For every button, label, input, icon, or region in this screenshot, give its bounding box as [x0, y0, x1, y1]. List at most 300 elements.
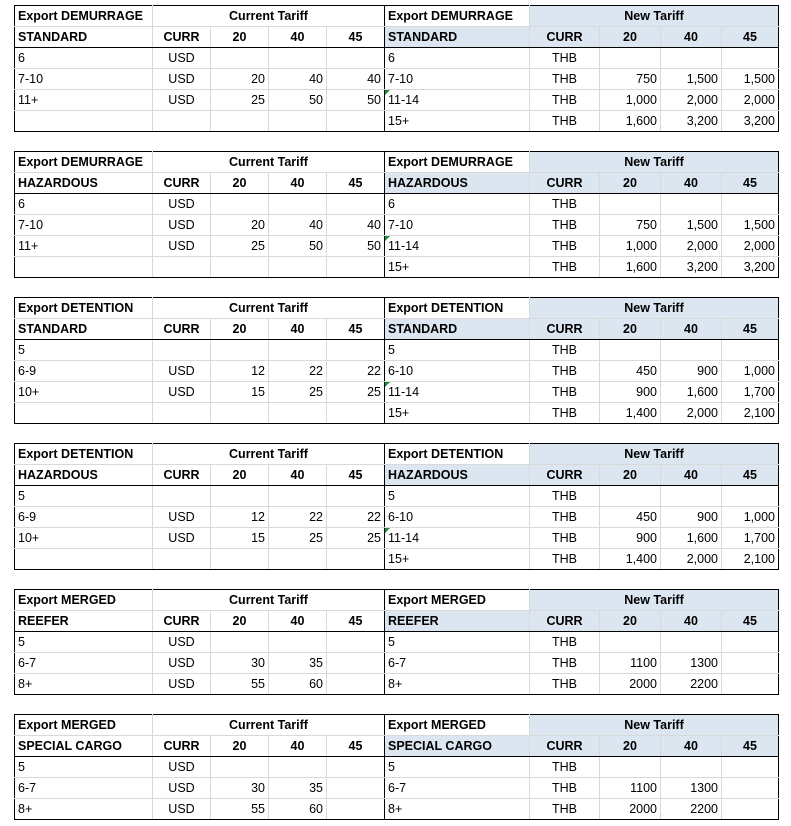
day-range-cell[interactable]: 15+ — [385, 403, 530, 424]
rate-cell[interactable]: 15 — [211, 382, 269, 403]
rate-cell[interactable] — [722, 757, 779, 778]
rate-cell[interactable]: 50 — [327, 90, 385, 111]
rate-cell[interactable]: 450 — [600, 507, 661, 528]
rate-cell[interactable]: 1300 — [661, 778, 722, 799]
rate-cell[interactable] — [327, 757, 385, 778]
rate-cell[interactable]: 1,700 — [722, 382, 779, 403]
column-header[interactable]: 45 — [722, 465, 779, 486]
rate-cell[interactable]: 1,500 — [722, 69, 779, 90]
tariff-header[interactable]: New Tariff — [530, 6, 779, 27]
rate-cell[interactable]: 25 — [211, 90, 269, 111]
tariff-header[interactable]: Current Tariff — [153, 590, 385, 611]
rate-cell[interactable] — [661, 194, 722, 215]
currency-cell[interactable]: USD — [153, 236, 211, 257]
currency-cell[interactable]: USD — [153, 632, 211, 653]
column-header[interactable]: 20 — [600, 736, 661, 757]
rate-cell[interactable] — [600, 486, 661, 507]
currency-cell[interactable]: USD — [153, 799, 211, 820]
tariff-header[interactable]: New Tariff — [530, 590, 779, 611]
day-range-cell[interactable]: 7-10 — [385, 215, 530, 236]
section-title[interactable]: Export DEMURRAGE — [385, 6, 530, 27]
currency-cell[interactable]: THB — [530, 799, 600, 820]
rate-cell[interactable] — [661, 48, 722, 69]
column-header[interactable]: CURR — [530, 319, 600, 340]
rate-cell[interactable] — [600, 757, 661, 778]
currency-cell[interactable]: USD — [153, 653, 211, 674]
currency-cell[interactable]: USD — [153, 90, 211, 111]
rate-cell[interactable]: 1,400 — [600, 549, 661, 570]
rate-cell[interactable] — [327, 653, 385, 674]
rate-cell[interactable]: 2,000 — [661, 403, 722, 424]
currency-cell[interactable]: USD — [153, 48, 211, 69]
tariff-header[interactable]: New Tariff — [530, 298, 779, 319]
day-range-cell[interactable]: 5 — [15, 632, 153, 653]
rate-cell[interactable]: 1,000 — [722, 361, 779, 382]
rate-cell[interactable] — [722, 799, 779, 820]
day-range-cell[interactable]: 10+ — [15, 528, 153, 549]
day-range-cell[interactable]: 6-7 — [15, 778, 153, 799]
rate-cell[interactable] — [722, 653, 779, 674]
tariff-header[interactable]: Current Tariff — [153, 444, 385, 465]
day-range-cell[interactable]: 15+ — [385, 257, 530, 278]
rate-cell[interactable] — [600, 48, 661, 69]
column-header[interactable]: 40 — [661, 27, 722, 48]
rate-cell[interactable]: 50 — [269, 236, 327, 257]
section-title[interactable]: Export MERGED — [385, 715, 530, 736]
cargo-type[interactable]: STANDARD — [15, 27, 153, 48]
rate-cell[interactable]: 1,000 — [600, 90, 661, 111]
currency-cell[interactable] — [153, 403, 211, 424]
day-range-cell[interactable] — [15, 111, 153, 132]
rate-cell[interactable] — [269, 632, 327, 653]
cargo-type[interactable]: SPECIAL CARGO — [15, 736, 153, 757]
column-header[interactable]: CURR — [153, 736, 211, 757]
column-header[interactable]: 40 — [269, 611, 327, 632]
day-range-cell[interactable]: 5 — [385, 632, 530, 653]
column-header[interactable]: 20 — [211, 27, 269, 48]
day-range-cell[interactable]: 11-14 — [385, 382, 530, 403]
rate-cell[interactable]: 55 — [211, 799, 269, 820]
rate-cell[interactable] — [661, 340, 722, 361]
currency-cell[interactable] — [153, 340, 211, 361]
rate-cell[interactable]: 15 — [211, 528, 269, 549]
rate-cell[interactable] — [211, 194, 269, 215]
column-header[interactable]: 40 — [661, 736, 722, 757]
column-header[interactable]: 20 — [600, 465, 661, 486]
rate-cell[interactable]: 1100 — [600, 653, 661, 674]
currency-cell[interactable] — [153, 111, 211, 132]
rate-cell[interactable]: 3,200 — [661, 111, 722, 132]
currency-cell[interactable] — [153, 257, 211, 278]
rate-cell[interactable]: 750 — [600, 215, 661, 236]
tariff-header[interactable]: New Tariff — [530, 444, 779, 465]
rate-cell[interactable] — [327, 549, 385, 570]
rate-cell[interactable] — [327, 48, 385, 69]
column-header[interactable]: 20 — [600, 173, 661, 194]
currency-cell[interactable]: THB — [530, 653, 600, 674]
tariff-header[interactable]: Current Tariff — [153, 715, 385, 736]
day-range-cell[interactable]: 5 — [385, 340, 530, 361]
currency-cell[interactable]: USD — [153, 194, 211, 215]
rate-cell[interactable]: 750 — [600, 69, 661, 90]
rate-cell[interactable]: 1100 — [600, 778, 661, 799]
rate-cell[interactable]: 900 — [661, 361, 722, 382]
column-header[interactable]: 40 — [269, 173, 327, 194]
day-range-cell[interactable]: 5 — [385, 486, 530, 507]
rate-cell[interactable]: 25 — [211, 236, 269, 257]
day-range-cell[interactable] — [15, 549, 153, 570]
day-range-cell[interactable]: 6-10 — [385, 361, 530, 382]
tariff-header[interactable]: New Tariff — [530, 152, 779, 173]
currency-cell[interactable]: USD — [153, 507, 211, 528]
day-range-cell[interactable]: 6-9 — [15, 507, 153, 528]
column-header[interactable]: 45 — [327, 611, 385, 632]
column-header[interactable]: 40 — [661, 611, 722, 632]
column-header[interactable]: 45 — [327, 319, 385, 340]
rate-cell[interactable]: 35 — [269, 778, 327, 799]
column-header[interactable]: 45 — [327, 465, 385, 486]
column-header[interactable]: CURR — [153, 27, 211, 48]
column-header[interactable]: 45 — [722, 173, 779, 194]
day-range-cell[interactable] — [15, 257, 153, 278]
rate-cell[interactable] — [211, 632, 269, 653]
column-header[interactable]: 20 — [211, 465, 269, 486]
rate-cell[interactable] — [661, 486, 722, 507]
currency-cell[interactable] — [153, 549, 211, 570]
rate-cell[interactable]: 2,000 — [722, 236, 779, 257]
rate-cell[interactable]: 2200 — [661, 674, 722, 695]
rate-cell[interactable] — [269, 48, 327, 69]
currency-cell[interactable]: THB — [530, 340, 600, 361]
currency-cell[interactable]: USD — [153, 215, 211, 236]
rate-cell[interactable]: 2,000 — [661, 90, 722, 111]
rate-cell[interactable]: 25 — [269, 528, 327, 549]
currency-cell[interactable]: THB — [530, 361, 600, 382]
currency-cell[interactable]: THB — [530, 194, 600, 215]
section-title[interactable]: Export DETENTION — [385, 444, 530, 465]
section-title[interactable]: Export DETENTION — [15, 444, 153, 465]
day-range-cell[interactable]: 15+ — [385, 549, 530, 570]
rate-cell[interactable]: 1,600 — [600, 111, 661, 132]
currency-cell[interactable]: THB — [530, 236, 600, 257]
rate-cell[interactable] — [211, 48, 269, 69]
rate-cell[interactable]: 2,100 — [722, 549, 779, 570]
rate-cell[interactable]: 20 — [211, 215, 269, 236]
tariff-header[interactable]: New Tariff — [530, 715, 779, 736]
column-header[interactable]: 40 — [269, 319, 327, 340]
day-range-cell[interactable]: 6-9 — [15, 361, 153, 382]
day-range-cell[interactable]: 8+ — [15, 674, 153, 695]
rate-cell[interactable]: 60 — [269, 674, 327, 695]
rate-cell[interactable]: 30 — [211, 653, 269, 674]
cargo-type[interactable]: SPECIAL CARGO — [385, 736, 530, 757]
column-header[interactable]: 40 — [661, 319, 722, 340]
currency-cell[interactable]: USD — [153, 778, 211, 799]
rate-cell[interactable]: 1,500 — [722, 215, 779, 236]
currency-cell[interactable]: THB — [530, 486, 600, 507]
day-range-cell[interactable]: 6-7 — [385, 653, 530, 674]
day-range-cell[interactable]: 8+ — [385, 799, 530, 820]
rate-cell[interactable] — [722, 340, 779, 361]
rate-cell[interactable]: 25 — [327, 528, 385, 549]
rate-cell[interactable] — [211, 340, 269, 361]
column-header[interactable]: 45 — [722, 319, 779, 340]
day-range-cell[interactable]: 11+ — [15, 90, 153, 111]
section-title[interactable]: Export DEMURRAGE — [15, 6, 153, 27]
rate-cell[interactable]: 1,500 — [661, 215, 722, 236]
rate-cell[interactable]: 2,000 — [722, 90, 779, 111]
currency-cell[interactable]: THB — [530, 403, 600, 424]
currency-cell[interactable] — [153, 486, 211, 507]
day-range-cell[interactable]: 5 — [15, 340, 153, 361]
rate-cell[interactable]: 40 — [327, 69, 385, 90]
rate-cell[interactable]: 50 — [269, 90, 327, 111]
day-range-cell[interactable]: 6 — [385, 48, 530, 69]
rate-cell[interactable] — [269, 403, 327, 424]
rate-cell[interactable]: 1,000 — [600, 236, 661, 257]
column-header[interactable]: CURR — [153, 173, 211, 194]
rate-cell[interactable] — [722, 632, 779, 653]
day-range-cell[interactable] — [15, 403, 153, 424]
rate-cell[interactable] — [211, 757, 269, 778]
rate-cell[interactable] — [600, 632, 661, 653]
rate-cell[interactable] — [269, 757, 327, 778]
column-header[interactable]: 45 — [327, 736, 385, 757]
column-header[interactable]: 40 — [269, 736, 327, 757]
cargo-type[interactable]: REEFER — [15, 611, 153, 632]
day-range-cell[interactable]: 6 — [15, 48, 153, 69]
rate-cell[interactable]: 2200 — [661, 799, 722, 820]
currency-cell[interactable]: USD — [153, 382, 211, 403]
column-header[interactable]: CURR — [530, 611, 600, 632]
rate-cell[interactable]: 30 — [211, 778, 269, 799]
currency-cell[interactable]: THB — [530, 111, 600, 132]
cargo-type[interactable]: HAZARDOUS — [385, 465, 530, 486]
section-title[interactable]: Export DEMURRAGE — [15, 152, 153, 173]
rate-cell[interactable] — [327, 257, 385, 278]
column-header[interactable]: CURR — [530, 465, 600, 486]
cargo-type[interactable]: STANDARD — [385, 27, 530, 48]
currency-cell[interactable]: THB — [530, 778, 600, 799]
day-range-cell[interactable]: 6-7 — [385, 778, 530, 799]
rate-cell[interactable]: 22 — [327, 507, 385, 528]
rate-cell[interactable] — [211, 111, 269, 132]
column-header[interactable]: 45 — [722, 736, 779, 757]
column-header[interactable]: CURR — [153, 611, 211, 632]
rate-cell[interactable] — [211, 403, 269, 424]
rate-cell[interactable]: 22 — [269, 361, 327, 382]
section-title[interactable]: Export MERGED — [385, 590, 530, 611]
day-range-cell[interactable]: 5 — [385, 757, 530, 778]
rate-cell[interactable] — [722, 194, 779, 215]
day-range-cell[interactable]: 11-14 — [385, 236, 530, 257]
column-header[interactable]: 20 — [211, 319, 269, 340]
day-range-cell[interactable]: 8+ — [385, 674, 530, 695]
rate-cell[interactable] — [211, 257, 269, 278]
section-title[interactable]: Export DETENTION — [385, 298, 530, 319]
rate-cell[interactable]: 2,100 — [722, 403, 779, 424]
currency-cell[interactable]: THB — [530, 757, 600, 778]
column-header[interactable]: 45 — [722, 27, 779, 48]
rate-cell[interactable]: 40 — [327, 215, 385, 236]
day-range-cell[interactable]: 10+ — [15, 382, 153, 403]
rate-cell[interactable]: 22 — [327, 361, 385, 382]
rate-cell[interactable]: 1,600 — [600, 257, 661, 278]
column-header[interactable]: CURR — [153, 465, 211, 486]
column-header[interactable]: 20 — [600, 319, 661, 340]
rate-cell[interactable] — [327, 799, 385, 820]
section-title[interactable]: Export MERGED — [15, 715, 153, 736]
rate-cell[interactable] — [269, 549, 327, 570]
day-range-cell[interactable]: 7-10 — [15, 69, 153, 90]
day-range-cell[interactable]: 6 — [385, 194, 530, 215]
rate-cell[interactable]: 25 — [269, 382, 327, 403]
section-title[interactable]: Export MERGED — [15, 590, 153, 611]
currency-cell[interactable]: THB — [530, 507, 600, 528]
currency-cell[interactable]: USD — [153, 361, 211, 382]
cargo-type[interactable]: REEFER — [385, 611, 530, 632]
currency-cell[interactable]: THB — [530, 215, 600, 236]
currency-cell[interactable]: THB — [530, 382, 600, 403]
currency-cell[interactable]: USD — [153, 69, 211, 90]
column-header[interactable]: 20 — [211, 173, 269, 194]
rate-cell[interactable]: 40 — [269, 215, 327, 236]
rate-cell[interactable] — [211, 549, 269, 570]
column-header[interactable]: CURR — [530, 736, 600, 757]
rate-cell[interactable]: 1,600 — [661, 382, 722, 403]
day-range-cell[interactable]: 5 — [15, 486, 153, 507]
rate-cell[interactable]: 2,000 — [661, 549, 722, 570]
rate-cell[interactable]: 3,200 — [661, 257, 722, 278]
rate-cell[interactable]: 40 — [269, 69, 327, 90]
day-range-cell[interactable]: 15+ — [385, 111, 530, 132]
column-header[interactable]: 45 — [327, 173, 385, 194]
day-range-cell[interactable]: 6-7 — [15, 653, 153, 674]
rate-cell[interactable]: 12 — [211, 361, 269, 382]
rate-cell[interactable] — [722, 778, 779, 799]
currency-cell[interactable]: USD — [153, 528, 211, 549]
rate-cell[interactable] — [327, 486, 385, 507]
rate-cell[interactable]: 3,200 — [722, 111, 779, 132]
rate-cell[interactable]: 3,200 — [722, 257, 779, 278]
rate-cell[interactable] — [269, 340, 327, 361]
day-range-cell[interactable]: 7-10 — [15, 215, 153, 236]
rate-cell[interactable]: 900 — [661, 507, 722, 528]
rate-cell[interactable]: 50 — [327, 236, 385, 257]
column-header[interactable]: CURR — [153, 319, 211, 340]
tariff-header[interactable]: Current Tariff — [153, 6, 385, 27]
rate-cell[interactable] — [327, 778, 385, 799]
rate-cell[interactable]: 1,500 — [661, 69, 722, 90]
currency-cell[interactable]: THB — [530, 257, 600, 278]
rate-cell[interactable] — [269, 194, 327, 215]
rate-cell[interactable]: 2000 — [600, 799, 661, 820]
rate-cell[interactable] — [661, 757, 722, 778]
rate-cell[interactable] — [327, 632, 385, 653]
rate-cell[interactable] — [211, 486, 269, 507]
column-header[interactable]: 20 — [211, 611, 269, 632]
currency-cell[interactable]: THB — [530, 528, 600, 549]
rate-cell[interactable]: 450 — [600, 361, 661, 382]
rate-cell[interactable]: 22 — [269, 507, 327, 528]
day-range-cell[interactable]: 7-10 — [385, 69, 530, 90]
rate-cell[interactable]: 900 — [600, 382, 661, 403]
currency-cell[interactable]: USD — [153, 674, 211, 695]
rate-cell[interactable] — [327, 340, 385, 361]
day-range-cell[interactable]: 6-10 — [385, 507, 530, 528]
currency-cell[interactable]: THB — [530, 48, 600, 69]
column-header[interactable]: 20 — [600, 27, 661, 48]
rate-cell[interactable]: 12 — [211, 507, 269, 528]
rate-cell[interactable]: 1,000 — [722, 507, 779, 528]
currency-cell[interactable]: THB — [530, 69, 600, 90]
rate-cell[interactable] — [327, 403, 385, 424]
rate-cell[interactable]: 2000 — [600, 674, 661, 695]
column-header[interactable]: 45 — [722, 611, 779, 632]
rate-cell[interactable] — [722, 674, 779, 695]
tariff-header[interactable]: Current Tariff — [153, 298, 385, 319]
rate-cell[interactable] — [600, 194, 661, 215]
currency-cell[interactable]: USD — [153, 757, 211, 778]
column-header[interactable]: 40 — [269, 27, 327, 48]
column-header[interactable]: 40 — [661, 465, 722, 486]
column-header[interactable]: 20 — [211, 736, 269, 757]
cargo-type[interactable]: HAZARDOUS — [385, 173, 530, 194]
rate-cell[interactable] — [269, 111, 327, 132]
currency-cell[interactable]: THB — [530, 549, 600, 570]
rate-cell[interactable]: 35 — [269, 653, 327, 674]
column-header[interactable]: CURR — [530, 173, 600, 194]
rate-cell[interactable]: 20 — [211, 69, 269, 90]
cargo-type[interactable]: HAZARDOUS — [15, 465, 153, 486]
column-header[interactable]: 20 — [600, 611, 661, 632]
rate-cell[interactable]: 1,600 — [661, 528, 722, 549]
day-range-cell[interactable]: 11+ — [15, 236, 153, 257]
tariff-header[interactable]: Current Tariff — [153, 152, 385, 173]
rate-cell[interactable]: 1,400 — [600, 403, 661, 424]
rate-cell[interactable] — [600, 340, 661, 361]
rate-cell[interactable]: 60 — [269, 799, 327, 820]
rate-cell[interactable] — [722, 48, 779, 69]
cargo-type[interactable]: HAZARDOUS — [15, 173, 153, 194]
day-range-cell[interactable]: 11-14 — [385, 528, 530, 549]
currency-cell[interactable]: THB — [530, 632, 600, 653]
rate-cell[interactable] — [269, 257, 327, 278]
column-header[interactable]: 40 — [269, 465, 327, 486]
currency-cell[interactable]: THB — [530, 90, 600, 111]
cargo-type[interactable]: STANDARD — [385, 319, 530, 340]
rate-cell[interactable]: 1,700 — [722, 528, 779, 549]
day-range-cell[interactable]: 11-14 — [385, 90, 530, 111]
day-range-cell[interactable]: 8+ — [15, 799, 153, 820]
currency-cell[interactable]: THB — [530, 674, 600, 695]
rate-cell[interactable] — [327, 674, 385, 695]
day-range-cell[interactable]: 6 — [15, 194, 153, 215]
section-title[interactable]: Export DETENTION — [15, 298, 153, 319]
column-header[interactable]: 45 — [327, 27, 385, 48]
rate-cell[interactable] — [269, 486, 327, 507]
rate-cell[interactable]: 55 — [211, 674, 269, 695]
rate-cell[interactable]: 2,000 — [661, 236, 722, 257]
column-header[interactable]: CURR — [530, 27, 600, 48]
rate-cell[interactable]: 25 — [327, 382, 385, 403]
column-header[interactable]: 40 — [661, 173, 722, 194]
rate-cell[interactable] — [661, 632, 722, 653]
day-range-cell[interactable]: 5 — [15, 757, 153, 778]
section-title[interactable]: Export DEMURRAGE — [385, 152, 530, 173]
rate-cell[interactable] — [722, 486, 779, 507]
rate-cell[interactable] — [327, 111, 385, 132]
